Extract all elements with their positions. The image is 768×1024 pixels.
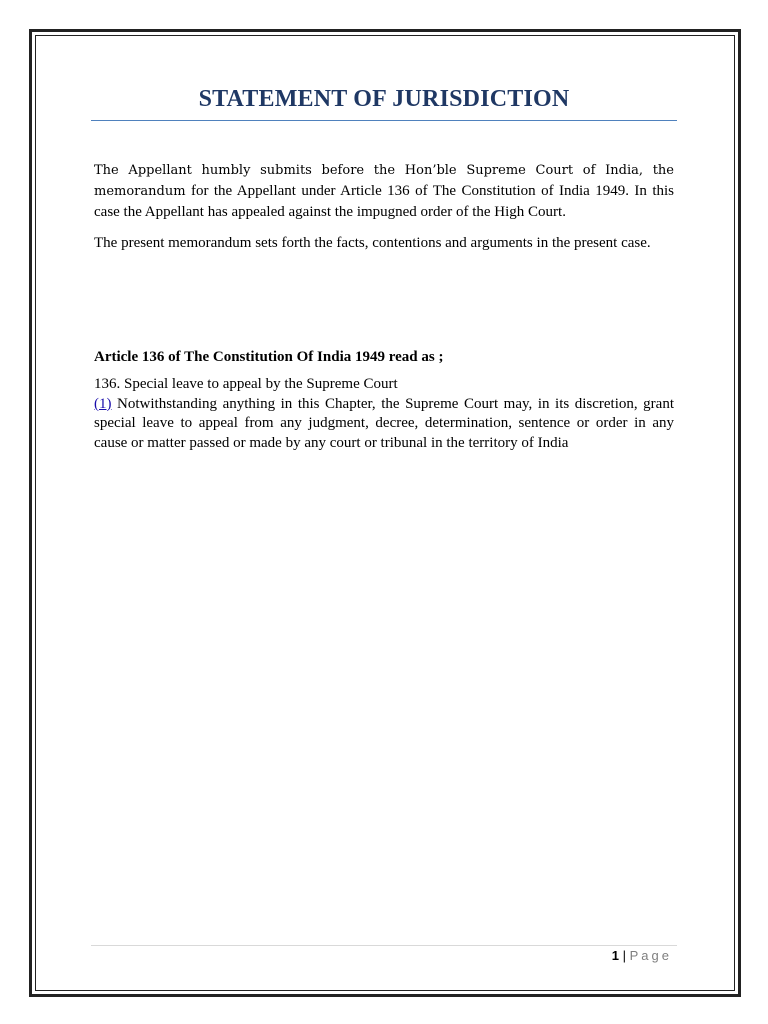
body-content [94,160,674,264]
article-heading: Article 136 of The Constitution Of India 1949 read as ; [94,349,444,365]
article-body [94,375,674,453]
article-subtitle: 136. Special leave to appeal by the Supreme Court [94,376,398,392]
paragraph-memorandum: The present memorandum sets forth the facts, contentions and arguments in the present case. [94,235,651,251]
paragraph-intro-rest: for the Appellant under Article 136 of The Constitution of India 1949. In this case the Appellant has appealed against the impugned order of the High Court. [94,183,674,220]
article-clause [94,395,674,454]
paragraph-intro [94,160,674,222]
page-number: 1 [611,948,619,963]
page-label: Page [629,948,672,963]
page-title: STATEMENT OF JURISDICTION [198,86,570,112]
clause-link[interactable]: (1) [94,395,112,412]
footer-separator: | [622,948,626,963]
clause-text: Notwithstanding anything in this Chapter, the Supreme Court may, in its discretion, grant special leave to appeal from any judgment, decree, determination, sentence or order in any cause or matter passed or made by any court or tribunal in the territory of India [94,395,675,451]
footer-rule [91,945,677,946]
title-underline [91,120,677,121]
page-footer [612,947,672,965]
paragraph-intro-lead: The Appellant humbly submits before the Hon’ble Supreme Court of India, the memorandum [94,163,674,199]
